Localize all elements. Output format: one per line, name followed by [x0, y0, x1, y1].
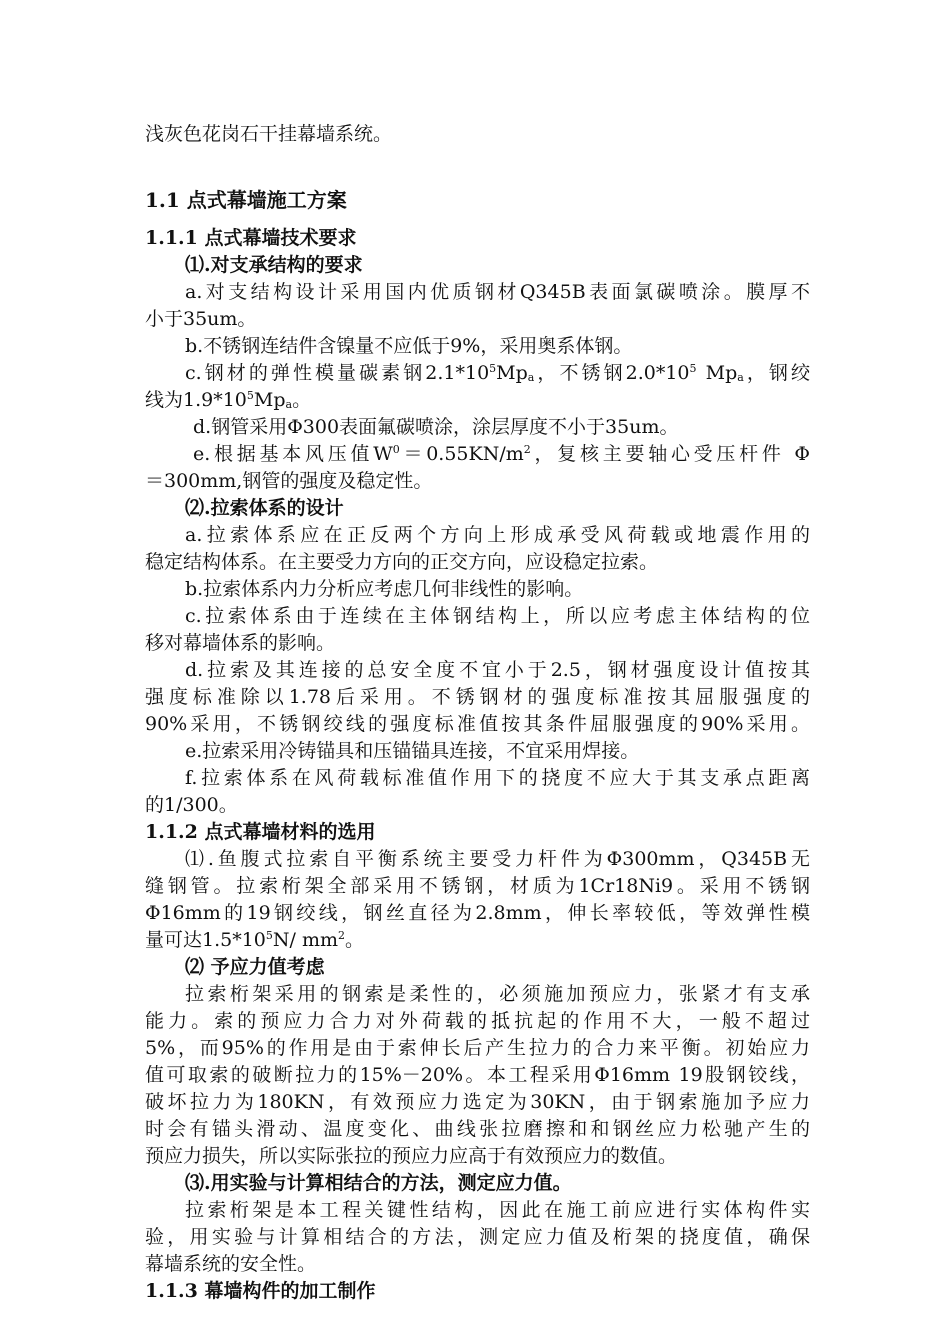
- item-heading: ⑶.用实验与计算相结合的方法，测定应力值。: [185, 1172, 572, 1194]
- text-line: ⑴.鱼腹式拉索自平衡系统主要受力杆件为Φ300mm，Q345B无: [185, 848, 810, 870]
- superscript: 5: [265, 929, 273, 942]
- text-span: 。: [292, 389, 312, 411]
- text-span: 线为1.9*10: [145, 389, 247, 411]
- subscript: a: [737, 371, 744, 384]
- text-line: 能力。索的预应力合力对外荷载的抵抗起的作用不大，一般不超过: [145, 1010, 810, 1032]
- intro-line: 浅灰色花岗石干挂幕墙系统。: [145, 123, 393, 145]
- text-line: [145, 360, 810, 387]
- superscript: 5: [689, 362, 697, 375]
- heading-1-1: [145, 187, 810, 214]
- text-line: 预应力损失，所以实际张拉的预应力应高于有效预应力的数值。: [145, 1145, 678, 1167]
- text-line: 破坏拉力为180KN，有效预应力选定为30KN，由于钢索施加予应力: [145, 1091, 810, 1113]
- subscript: a: [527, 371, 535, 384]
- superscript: 5: [246, 389, 254, 402]
- text-line: c.拉索体系由于连续在主体钢结构上，所以应考虑主体结构的位: [185, 605, 810, 627]
- text-line: d.钢管采用Φ300表面氟碳喷涂，涂层厚度不小于35um。: [193, 416, 679, 438]
- intro-paragraph: [145, 121, 810, 148]
- text-line: 小于35um。: [145, 308, 257, 330]
- text-line: 稳定结构体系。在主要受力方向的正交方向，应设稳定拉索。: [145, 551, 659, 573]
- text-line: ＝300mm,钢管的强度及稳定性。: [145, 470, 433, 492]
- text-line: 拉索桁架采用的钢索是柔性的，必须施加预应力，张紧才有支承: [185, 983, 810, 1005]
- subscript: a: [285, 398, 293, 411]
- text-line: f.拉索体系在风荷载标准值作用下的挠度不应大于其支承点距离: [185, 767, 810, 789]
- text-span: ＝0.55KN/m: [399, 443, 524, 465]
- item-heading: ⑴.对支承结构的要求: [185, 254, 363, 276]
- text-line: 的1/300。: [145, 794, 238, 816]
- text-line: 幕墙系统的安全性。: [145, 1253, 317, 1275]
- superscript: 2: [338, 929, 346, 942]
- superscript: 5: [489, 362, 497, 375]
- text-span: Mp: [253, 389, 286, 411]
- subsection-heading: 1.1.3 幕墙构件的加工制作: [145, 1280, 376, 1302]
- text-span: e.根据基本风压值W: [193, 443, 393, 465]
- text-span: ，复核主要轴心受压杆件 Φ: [530, 443, 810, 465]
- text-span: Mp: [696, 362, 738, 384]
- text-line: 5%，而95%的作用是由于索伸长后产生拉力的合力来平衡。初始应力: [145, 1037, 810, 1059]
- text-line: a.拉索体系应在正反两个方向上形成承受风荷载或地震作用的: [185, 524, 810, 546]
- text-line: [145, 387, 810, 414]
- text-line: e.拉索采用冷铸锚具和压锚锚具连接，不宜采用焊接。: [185, 740, 640, 762]
- text-span: N/ mm: [272, 929, 339, 951]
- text-span: c.钢材的弹性模量碳素钢2.1*10: [185, 362, 490, 384]
- text-line: 值可取索的破断拉力的15%－20%。本工程采用Φ16mm 19股钢铰线，: [145, 1064, 810, 1086]
- text-line: 时会有锚头滑动、温度变化、曲线张拉磨擦和和钢丝应力松驰产生的: [145, 1118, 810, 1140]
- text-line: 验，用实验与计算相结合的方法，测定应力值及桁架的挠度值，确保: [145, 1226, 810, 1248]
- text-line: Φ16mm的19钢绞线，钢丝直径为2.8mm，伸长率较低，等效弹性模: [145, 902, 810, 924]
- text-line: 强度标准除以1.78后采用。不锈钢材的强度标准按其屈服强度的: [145, 686, 810, 708]
- text-span: ，钢绞: [743, 362, 810, 384]
- text-line: 拉索桁架是本工程关键性结构，因此在施工前应进行实体构件实: [185, 1199, 810, 1221]
- text-span: Mp: [496, 362, 528, 384]
- section-heading: 1.1 点式幕墙施工方案: [145, 188, 347, 212]
- item-heading: ⑵ 予应力值考虑: [185, 956, 325, 978]
- superscript: 2: [523, 443, 531, 456]
- text-line: b.拉索体系内力分析应考虑几何非线性的影响。: [185, 578, 584, 600]
- text-line: d.拉索及其连接的总安全度不宜小于2.5，钢材强度设计值按其: [185, 659, 810, 681]
- section-1-1-1: [145, 225, 810, 1305]
- text-line: [145, 441, 810, 468]
- subsection-heading: 1.1.2 点式幕墙材料的选用: [145, 821, 376, 843]
- subsection-heading: 1.1.1 点式幕墙技术要求: [145, 227, 357, 249]
- text-line: 缝钢管。拉索桁架全部采用不锈钢，材质为1Cr18Ni9。采用不锈钢: [145, 875, 810, 897]
- superscript: 0: [392, 443, 400, 456]
- text-line: b.不锈钢连结件含镍量不应低于9%，采用奥系体钢。: [185, 335, 633, 357]
- text-line: 90%采用，不锈钢绞线的强度标准值按其条件屈服强度的90%采用。: [145, 713, 810, 735]
- text-span: 。: [345, 929, 365, 951]
- text-line: [145, 927, 810, 954]
- text-line: a.对支结构设计采用国内优质钢材Q345B表面氯碳喷涂。膜厚不: [185, 281, 810, 303]
- text-span: ，不锈钢2.0*10: [534, 362, 690, 384]
- item-heading: ⑵.拉索体系的设计: [185, 497, 344, 519]
- text-line: 移对幕墙体系的影响。: [145, 632, 336, 654]
- text-span: 量可达1.5*10: [145, 929, 266, 951]
